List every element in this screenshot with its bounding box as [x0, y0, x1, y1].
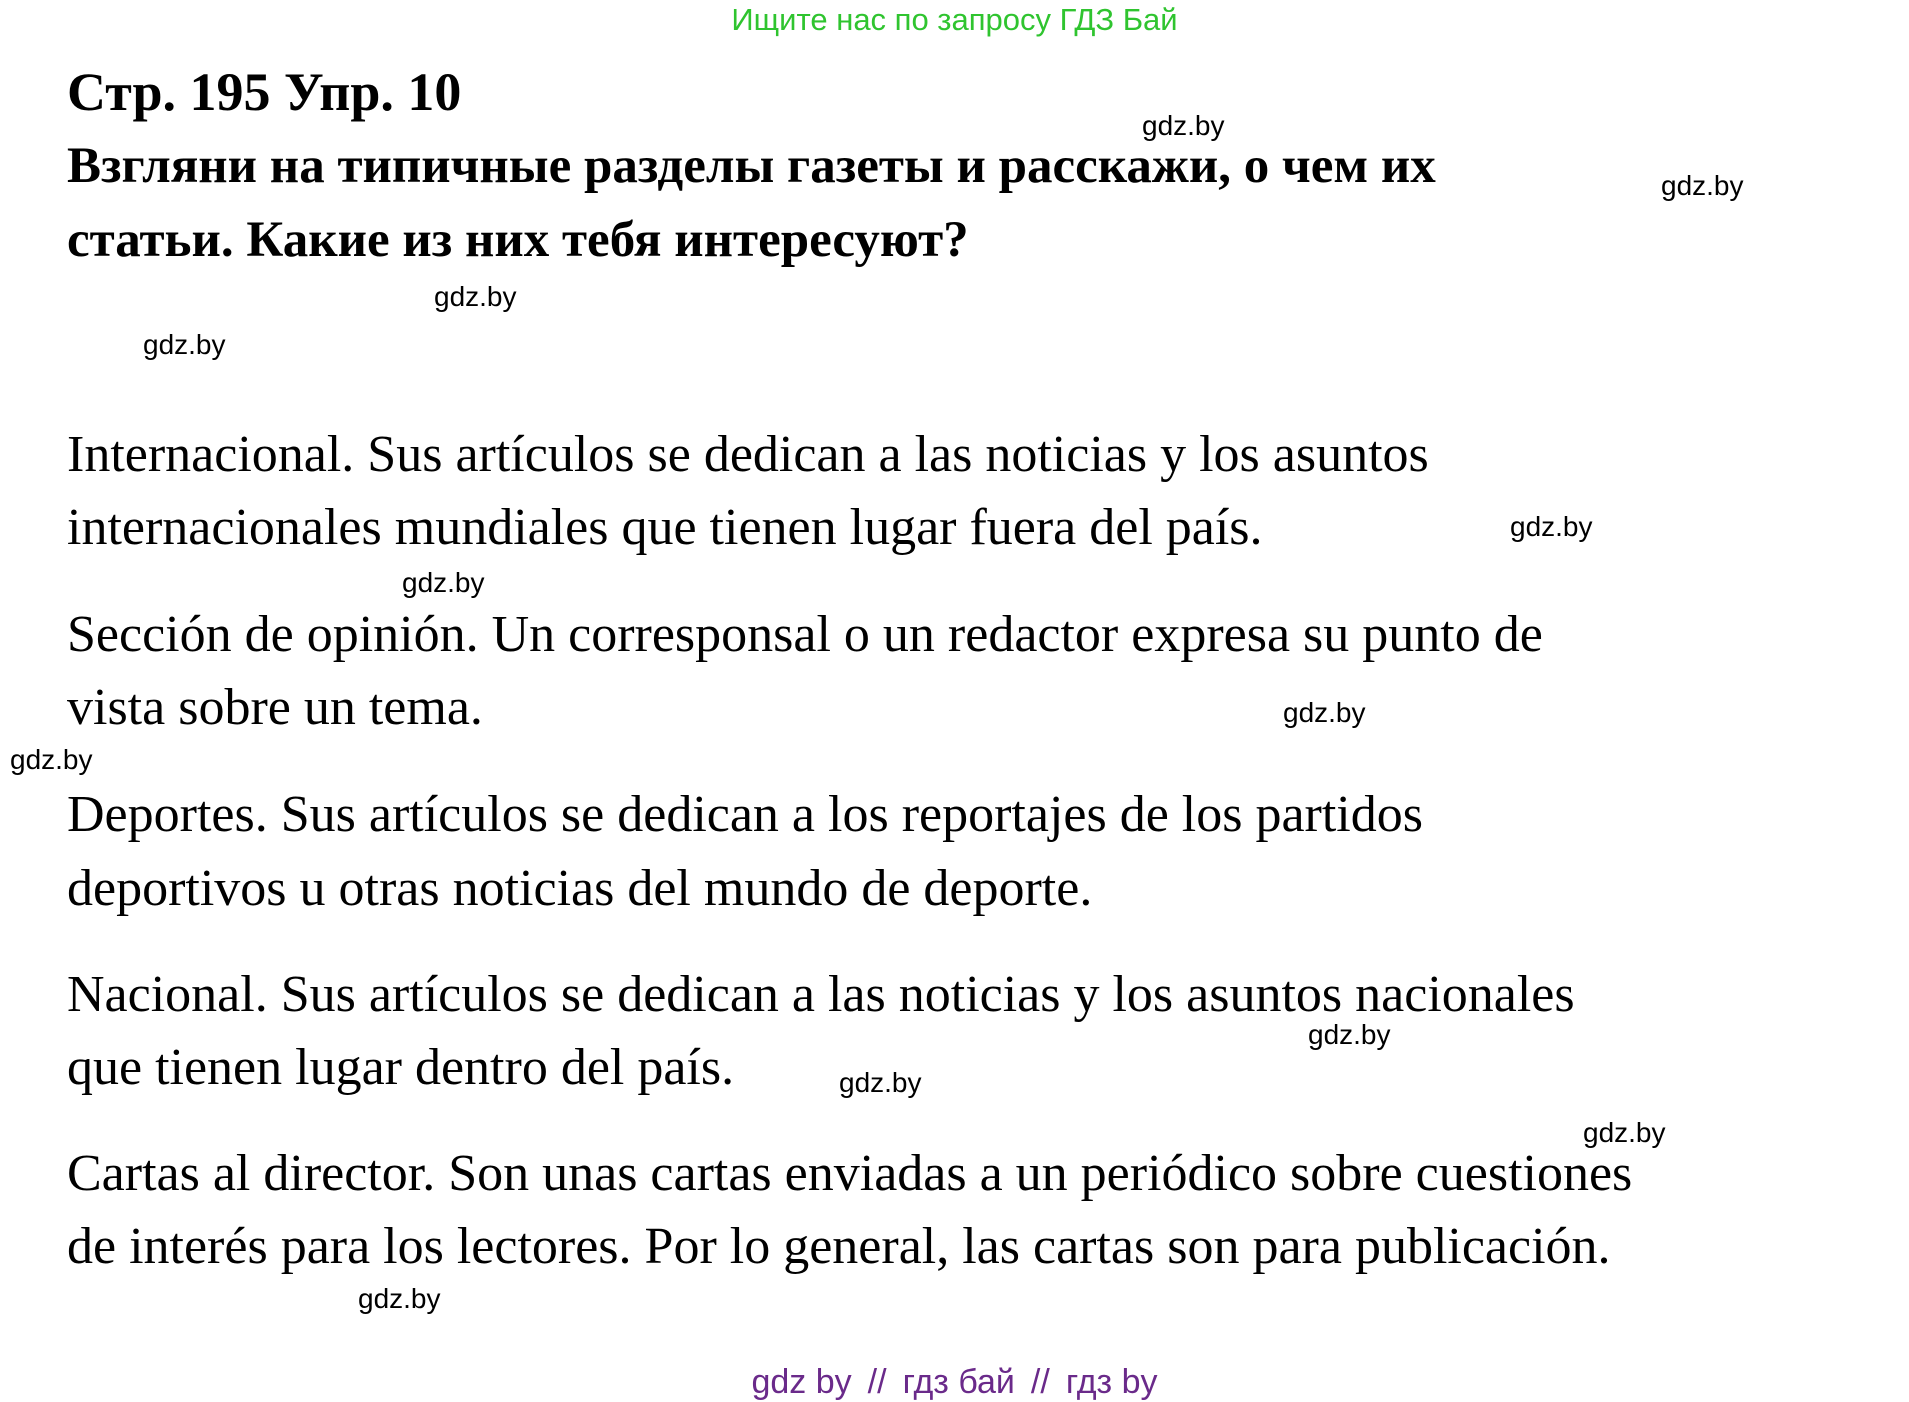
paragraph-deportes-line-2: deportivos u otras noticias del mundo de deporte.: [67, 860, 1093, 917]
footer-separator: //: [1030, 1363, 1050, 1401]
paragraph-cartas-line-1: Cartas al director. Son unas cartas enviadas a un periódico sobre cuestiones: [67, 1145, 1633, 1202]
task-line-2: статьи. Какие из них тебя интересуют?: [67, 212, 969, 268]
watermark: gdz.by: [1142, 110, 1225, 141]
watermark: gdz.by: [402, 567, 485, 598]
paragraph-nacional-line-1: Nacional. Sus artículos se dedican a las noticias y los asuntos nacionales: [67, 966, 1575, 1023]
footer-link-gdz-bai[interactable]: гдз бай: [902, 1363, 1015, 1401]
promo-banner: Ищите нас по запросу ГДЗ Бай: [731, 2, 1178, 37]
paragraph-opinion-line-2: vista sobre un tema.: [67, 679, 483, 736]
watermark: gdz.by: [839, 1067, 922, 1098]
watermark: gdz.by: [10, 744, 93, 775]
watermark: gdz.by: [1308, 1019, 1391, 1050]
paragraph-opinion-line-1: Sección de opinión. Un corresponsal o un redactor expresa su punto de: [67, 606, 1543, 663]
watermark: gdz.by: [1283, 697, 1366, 728]
footer-separator: //: [867, 1363, 887, 1401]
paragraph-deportes-line-1: Deportes. Sus artículos se dedican a los reportajes de los partidos: [67, 786, 1423, 843]
watermark: gdz.by: [1583, 1117, 1666, 1148]
task-line-1: Взгляни на типичные разделы газеты и расскажи, о чем их: [67, 138, 1436, 194]
paragraph-cartas-line-2: de interés para los lectores. Por lo general, las cartas son para publicación.: [67, 1218, 1611, 1275]
footer-link-gdz-by[interactable]: gdz by: [751, 1363, 852, 1401]
watermark: gdz.by: [358, 1283, 441, 1314]
watermark: gdz.by: [143, 329, 226, 360]
paragraph-nacional-line-2: que tienen lugar dentro del país.: [67, 1039, 735, 1096]
watermark: gdz.by: [434, 281, 517, 312]
watermark: gdz.by: [1661, 170, 1744, 201]
page-title: Стр. 195 Упр. 10: [67, 62, 462, 122]
footer-link-gdz-by-cyrillic[interactable]: гдз by: [1065, 1363, 1158, 1401]
paragraph-internacional-line-1: Internacional. Sus artículos se dedican a las noticias y los asuntos: [67, 426, 1429, 483]
watermark: gdz.by: [1510, 511, 1593, 542]
paragraph-internacional-line-2: internacionales mundiales que tienen lugar fuera del país.: [67, 499, 1263, 556]
footer-links: [0, 1362, 1909, 1402]
